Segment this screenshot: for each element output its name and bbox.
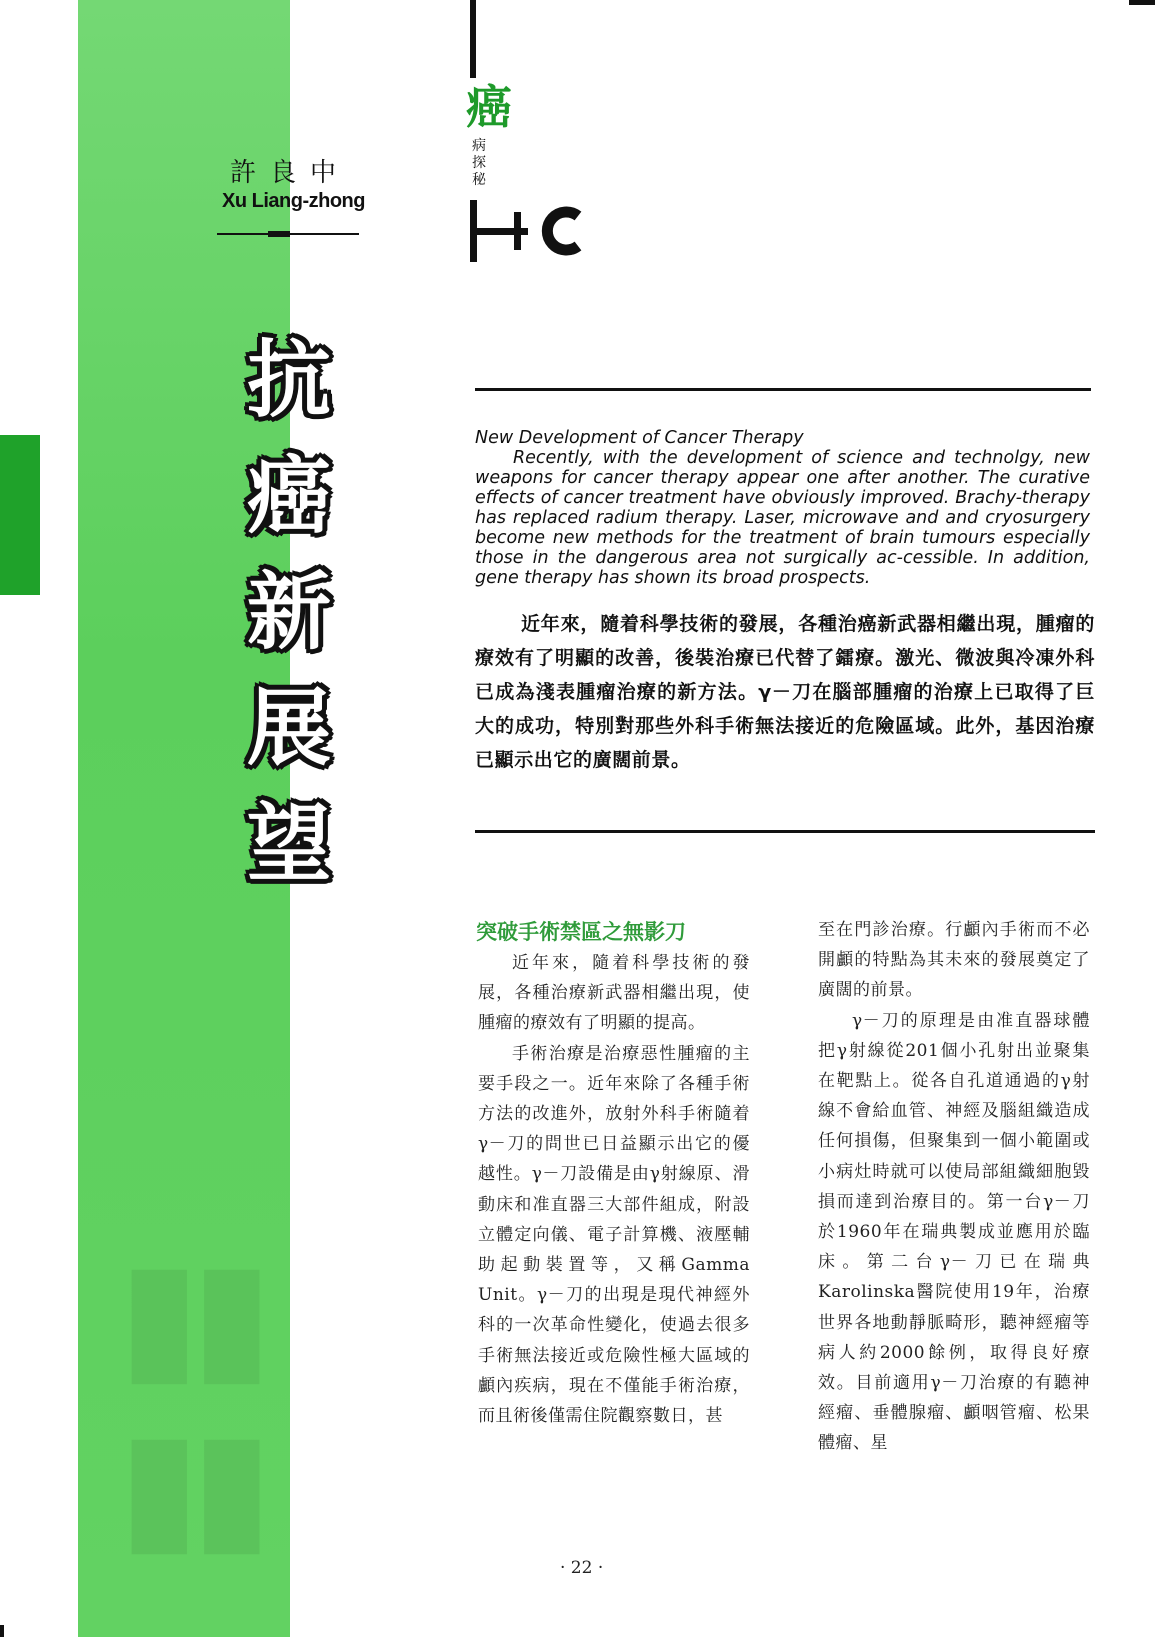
chinese-abstract: 近年來，隨着科學技術的發展，各種治癌新武器相繼出現，腫瘤的療效有了明顯的改善，後裝治療已代替了鐳療。激光、微波與冷凍外科已成為淺表腫瘤治療的新方法。γ－刀在腦部腫瘤的治療上已取得了巨大的成功，特別對那些外科手術無法接近的危險區域。此外，基因治療已顯示出它的廣闊前景。 bbox=[475, 613, 1095, 771]
left-edge-tab bbox=[0, 435, 40, 595]
series-logo-bar bbox=[470, 0, 476, 78]
title-char: 抗 bbox=[246, 331, 331, 429]
english-abstract bbox=[475, 428, 1090, 588]
page-number: · 22 · bbox=[560, 1558, 604, 1578]
english-abstract-title: New Development of Cancer Therapy bbox=[475, 428, 804, 448]
series-sub-char: 秘 bbox=[472, 172, 486, 188]
title-char: 展 bbox=[246, 679, 331, 777]
series-sub-char: 病 bbox=[472, 138, 486, 154]
corner-mark-bottom bbox=[0, 1625, 4, 1637]
body-paragraph: 近年來，隨着科學技術的發展，各種治療新武器相繼出現，使腫瘤的療效有了明顯的提高。 bbox=[478, 953, 750, 1034]
title-char: 癌 bbox=[246, 447, 331, 545]
body-column-right bbox=[818, 915, 1090, 1459]
author-name-en: Xu Liang-zhong bbox=[222, 190, 365, 212]
series-logo-subtitle bbox=[472, 138, 490, 189]
author-name-cn: 許良中 bbox=[230, 158, 351, 188]
faded-background-text: ▮▮ ▮▮ bbox=[118, 1230, 264, 1570]
body-paragraph: 手術治療是治療惡性腫瘤的主要手段之一。近年來除了各種手術方法的改進外，放射外科手術隨着γ－刀的問世已日益顯示出它的優越性。γ－刀設備是由γ射線原、滑動床和准直器三大部件組成，附設立體定向儀、電子計算機、液壓輔助起動裝置等，又稱Gamma Unit。γ－刀的出現是現代神經外科的一次革命性變化，使過去很多手術無法接近或危險性極大區域的顱內疾病，現在不僅能手術治療，而且術後僅需住院觀察數日，甚 bbox=[478, 1043, 750, 1427]
title-char: 望 bbox=[246, 795, 331, 893]
abstract-top-rule bbox=[475, 388, 1091, 391]
body-paragraph-continued: 至在門診治療。行顱內手術而不必開顱的特點為其未來的發展奠定了廣闊的前景。 bbox=[818, 920, 1090, 1001]
section-heading: 突破手術禁區之無影刀 bbox=[476, 920, 686, 944]
series-sub-char: 探 bbox=[472, 155, 486, 171]
english-abstract-body: Recently, with the development of science and technolgy, new weapons for cancer therapy appear one after another. The curative effects of cancer treatment have obviously improved. Brachy-therapy has replaced radium therapy. Laser, microwave and and cryosurgery become new methods for the treatment of brain tumours especially those in the dangerous area not surgically ac-cessible. In addition, gene therapy has shown its broad prospects. bbox=[475, 448, 1090, 588]
article-title bbox=[244, 330, 344, 910]
author-divider-accent bbox=[268, 231, 290, 237]
abstract-bottom-rule bbox=[475, 830, 1095, 833]
series-logo-char: 癌 bbox=[466, 80, 512, 134]
hc-logo-icon bbox=[466, 200, 596, 262]
body-paragraph: γ－刀的原理是由准直器球體把γ射線從201個小孔射出並聚集在靶點上。從各自孔道通過的γ射線不會給血管、神經及腦組織造成任何損傷，但聚集到一個小範圍或小病灶時就可以使局部組織細胞毀損而達到治療目的。第一台γ－刀於1960年在瑞典製成並應用於臨床。第二台γ－刀已在瑞典Karolinska醫院使用19年，治療世界各地動靜脈畸形，聽神經瘤等病人約2000餘例，取得良好療效。目前適用γ－刀治療的有聽神經瘤、垂體腺瘤、顱咽管瘤、松果體瘤、星 bbox=[818, 1010, 1090, 1454]
title-char: 新 bbox=[246, 563, 331, 661]
body-column-left bbox=[478, 948, 750, 1431]
corner-mark-top bbox=[1129, 0, 1155, 5]
